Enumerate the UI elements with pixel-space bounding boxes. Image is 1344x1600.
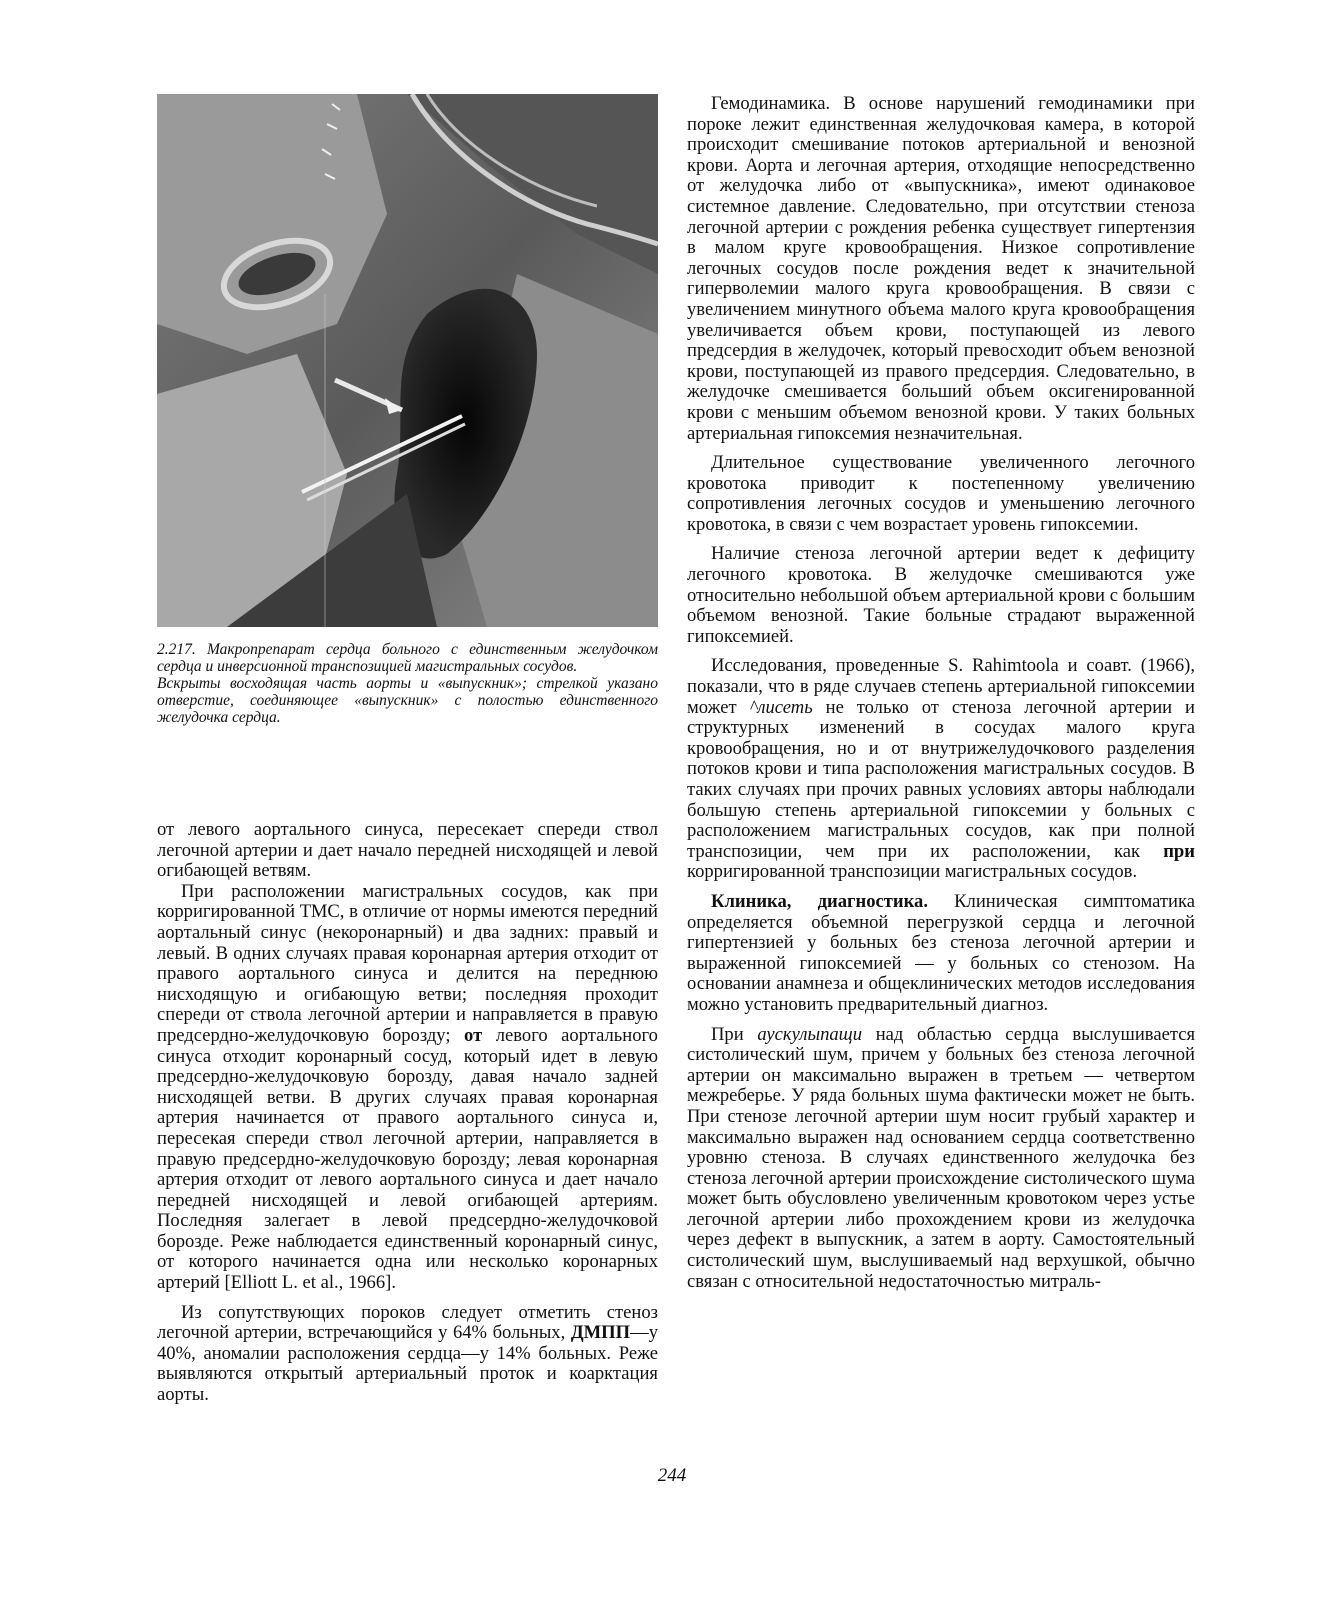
heart-specimen-illustration [157,94,658,627]
right-column-text [687,94,1195,1292]
paragraph: Наличие стеноза легочной артерии ведет к дефициту легочного кровотока. В желудочке смешиваются уже относительно небольшой объем артериальной крови с большим объемом венозной. Такие больные страдают выраженной гипоксемией. [687,543,1195,647]
paragraph: от левого аортального синуса, пересекает спереди ствол легочной артерии и дает начало передней нисходящей и левой огибающей ветвям. [157,819,658,882]
figure-caption [157,641,658,726]
paragraph: При расположении магистральных сосудов, как при корригированной ТМС, в отличие от нормы имеются передний аортальный синус (некоронарный) и два задних: правый и левый. В одних случаях правая коронарная артерия отходит от правого аортального синуса и делится на переднюю нисходящую и огибающую ветви; последняя проходит спереди от ствола легочной артерии и направляется в правую предсердно-желудочковую борозду; от левого аортального синуса отходит коронарный сосуд, который идет в левую предсердно-желудочковую борозду, давая начало задней нисходящей ветви. В других случаях правая коронарная артерия начинается от правого аортального синуса и, пересекая спереди ствол легочной артерии, направляется в правую предсердно-желудочковую борозду; левая коронарная артерия отходит от левого аортального синуса и дает начало передней нисходящей и левой огибающей артериям. Последняя залегает в левой предсердно-желудочковой борозде. Реже наблюдается единственный коронарный синус, от которого начинается одна или несколько коронарных артерий [Elliott L. et al., 1966]. [157,880,658,1294]
figure-caption-title: 2.217. Макропрепарат сердца больного с единственным желудочком сердца и инверсионной транспозицией магистральных сосудов. [157,641,658,675]
figure-caption-body: Вскрыты восходящая часть аорты и «выпускник»; стрелкой указано отверстие, соединяющее «выпускник» с полостью единственного желудочка сердца. [157,675,658,726]
paragraph: Гемодинамика. В основе нарушений гемодинамики при пороке лежит единственная желудочковая камера, в которой происходит смешивание потоков артериальной и венозной крови. Аорта и легочная артерия, отходящие непосредственно от желудочка либо от «выпускника», имеют одинаковое системное давление. Следовательно, при отсутствии стеноза легочной артерии с рождения ребенка существует гипертензия в малом круге кровообращения. Низкое сопротивление легочных сосудов после рождения ведет к значительной гиперволемии малого круга кровообращения. В связи с увеличением минутного объема малого круга кровообращения увеличивается объем крови, поступающей из левого предсердия в желудочек, который превосходит объем венозной крови, поступающей из правого предсердия. Следовательно, в желудочке смешивается больший объем оксигенированной крови с меньшим объемом венозной крови. У таких больных артериальная гипоксемия незначительная. [687,93,1195,444]
paragraph: Длительное существование увеличенного легочного кровотока приводит к постепенному увеличению сопротивления легочных сосудов и уменьшению легочного кровотока, в связи с чем возрастает уровень гипоксемии. [687,452,1195,535]
paragraph: Исследования, проведенные S. Rahimtoola и соавт. (1966), показали, что в ряде случаев степень артериальной гипоксемии может ^лисеть не только от стеноза легочной артерии и структурных изменений в сосудах малого круга кровообращения, но и от внутрижелудочкового разделения потоков крови и типа расположения магистральных сосудов. В таких случаях при прочих равных условиях авторы наблюдали большую степень артериальной гипоксемии у больных с расположением магистральных сосудов, как при полной транспозиции, чем при их расположении, как при корригированной транспозиции магистральных сосудов. [687,655,1196,883]
paragraph: При аускулыпащи над областью сердца выслушивается систолический шум, причем у больных без стеноза легочной артерии он максимально выражен в третьем — четвертом межреберье. У ряда больных шума фактически может не быть. При стенозе легочной артерии шум носит грубый характер и максимально выражен над основанием сердца соответственно уровню стеноза. В случаях единственного желудочка без стеноза легочной артерии происхождение систолического шума может быть обусловлено увеличенным кровотоком через устье легочной артерии либо прохождением крови из желудочка через дефект в выпускник, а затем в аорту. Самостоятельный систолический шум, выслушиваемый над верхушкой, обычно связан с относительной недостаточностью митраль- [687,1023,1195,1292]
left-column-text [157,820,658,1406]
figure-block [157,94,658,726]
heart-specimen-photo [157,94,658,627]
page-number: 244 [657,1465,687,1486]
paragraph: Из сопутствующих пороков следует отметить стеноз легочной артерии, встречающийся у 64% больных, ДМПП—у 40%, аномалии расположения сердца—у 14% больных. Реже выявляются открытый артериальный проток и коарктация аорты. [157,1301,658,1406]
section-heading: Клиника, диагностика. [711,890,928,912]
paragraph: Клиника, диагностика. Клиническая симптоматика определяется объемной перегрузкой сердца и легочной гипертензией у больных без стеноза легочной артерии и выраженной гипоксемией — у больных со стенозом. На основании анамнеза и общеклинических методов исследования можно установить предварительный диагноз. [687,890,1195,1015]
